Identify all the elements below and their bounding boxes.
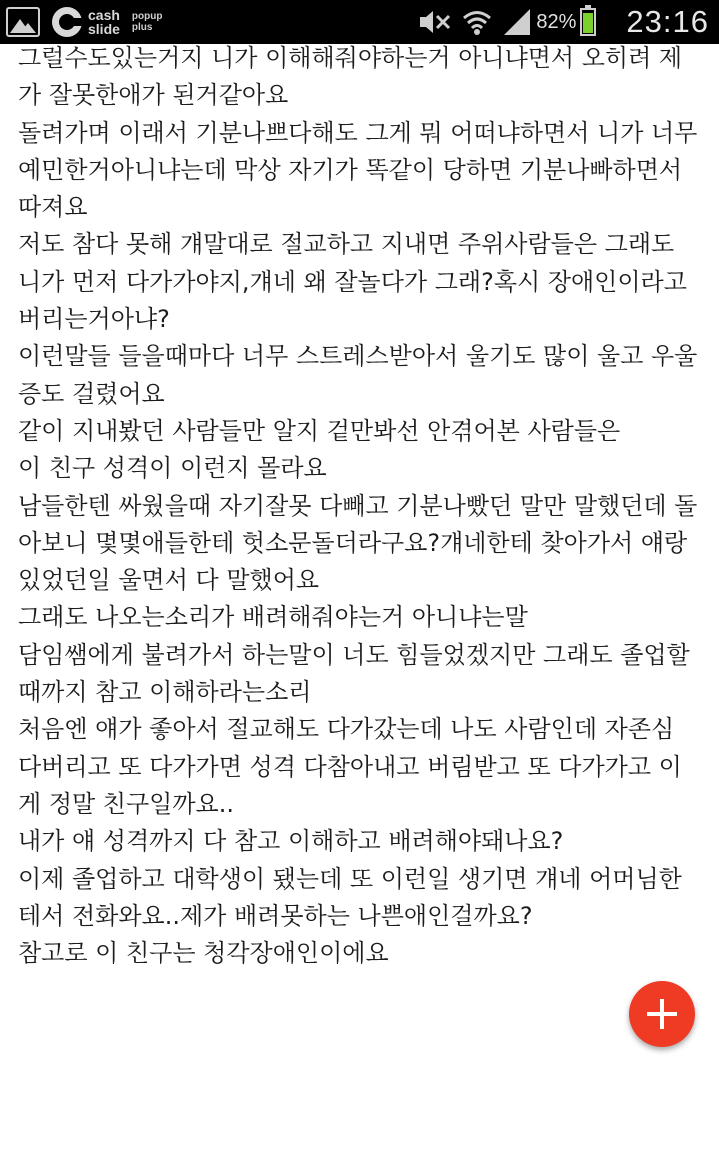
text-line: 이제 졸업하고 대학생이 됐는데 또 이런일 생기면 걔네 어머님한 <box>18 864 682 893</box>
battery-percent: 82% <box>536 10 577 33</box>
text-line: 처음엔 얘가 좋아서 절교해도 다가갔는데 나도 사람인데 자존심 <box>18 715 675 744</box>
text-line: 가 잘못한애가 된거같아요 <box>18 81 289 110</box>
text-line: 테서 전화와요..제가 배려못하는 나쁜애인걸까요? <box>18 901 533 930</box>
text-line: 때까지 참고 이해하라는소리 <box>18 678 312 707</box>
add-button[interactable] <box>629 981 695 1047</box>
battery-fill <box>583 13 593 33</box>
text-line: 돌려가며 이래서 기분나쁘다해도 그게 뭐 어떠냐하면서 니가 너무 <box>18 118 698 147</box>
text-line: 아보니 몇몇애들한테 헛소문돌더라구요?걔네한테 찾아가서 얘랑 <box>18 528 688 557</box>
cashslide-label <box>88 8 120 36</box>
gallery-icon <box>6 7 40 37</box>
cashslide-label-line2: slide <box>88 21 120 37</box>
text-line: 같이 지내봤던 사람들만 알지 겉만봐선 안겪어본 사람들은 <box>18 416 621 445</box>
text-line: 남들한텐 싸웠을때 자기잘못 다빼고 기분나빴던 말만 말했던데 돌 <box>18 491 698 520</box>
clock: 23:16 <box>626 4 709 39</box>
wifi-icon <box>462 7 492 37</box>
text-line: 예민한거아니냐는데 막상 자기가 똑같이 당하면 기분나빠하면서 <box>18 155 683 184</box>
text-line: 니가 먼저 다가가야지,걔네 왜 잘놀다가 그래?혹시 장애인이라고 <box>18 267 687 296</box>
cashslide-label-line1: cash <box>88 7 120 23</box>
mute-icon <box>416 7 452 37</box>
popup-plus-label-line1: popup <box>131 11 163 22</box>
popup-plus-label <box>132 11 163 33</box>
text-line: 그래도 나오는소리가 배려해줘야는거 아니냐는말 <box>18 603 528 632</box>
cashslide-icon <box>52 7 82 37</box>
text-line: 내가 얘 성격까지 다 참고 이해하고 배려해야돼나요? <box>18 827 564 856</box>
status-bar <box>0 0 719 44</box>
signal-icon <box>502 7 532 37</box>
text-line: 따져요 <box>18 193 88 222</box>
text-line: 다버리고 또 다가가면 성격 다참아내고 버림받고 또 다가가고 이 <box>18 752 682 781</box>
battery-icon <box>580 8 596 36</box>
text-line: 있었던일 울면서 다 말했어요 <box>18 566 320 595</box>
text-line: 이런말들 들을때마다 너무 스트레스받아서 울기도 많이 울고 우울 <box>18 342 698 371</box>
text-line: 그럴수도있는거지 니가 이해해줘야하는거 아니냐면서 오히려 제 <box>18 44 683 72</box>
notification-icons <box>0 0 162 44</box>
text-line: 이 친구 성격이 이런지 몰라요 <box>18 454 327 483</box>
text-line: 담임쌤에게 불려가서 하는말이 너도 힘들었겠지만 그래도 졸업할 <box>18 640 690 669</box>
post-body <box>18 40 718 972</box>
system-icons <box>406 0 709 44</box>
popup-plus-label-line2: plus <box>131 22 153 33</box>
text-line: 버리는거아냐? <box>18 305 170 334</box>
text-line: 저도 참다 못해 걔말대로 절교하고 지내면 주위사람들은 그래도 <box>18 230 675 259</box>
text-line: 참고로 이 친구는 청각장애인이에요 <box>18 939 389 968</box>
text-line: 증도 걸렸어요 <box>18 379 165 408</box>
text-line: 게 정말 친구일까요.. <box>18 789 234 818</box>
